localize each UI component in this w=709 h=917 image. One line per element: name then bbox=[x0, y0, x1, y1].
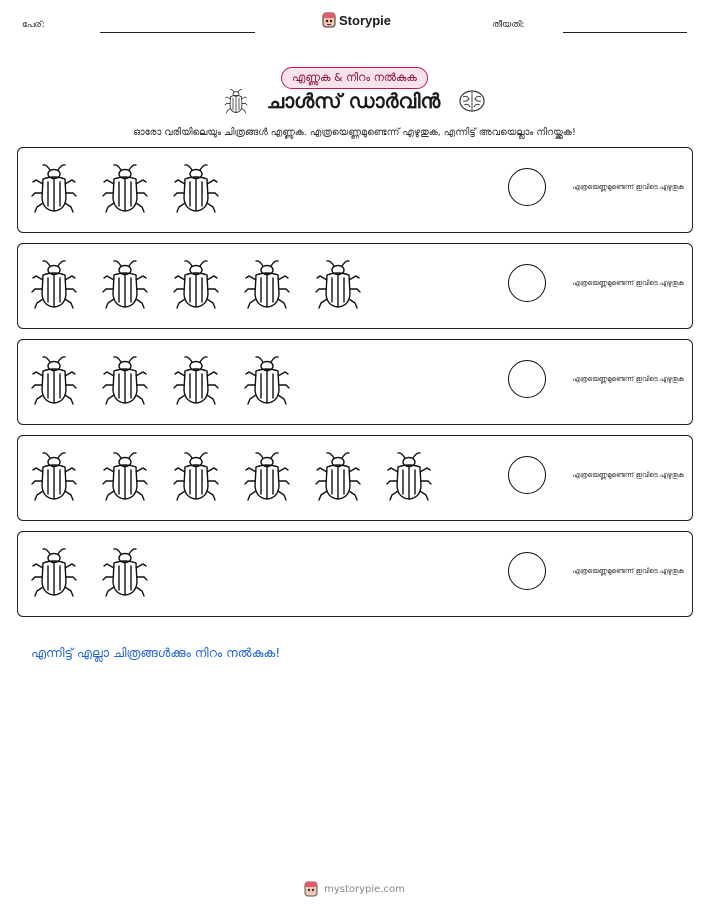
count-row bbox=[17, 531, 693, 617]
name-label: പേര്: bbox=[22, 20, 45, 30]
write-count-prompt: എത്രയെണ്ണമുണ്ടെന്ന് ഇവിടെ എഴുതുക bbox=[572, 567, 684, 575]
site-footer bbox=[0, 881, 709, 897]
name-write-line[interactable] bbox=[100, 32, 255, 33]
beetle-icon[interactable] bbox=[101, 354, 149, 406]
beetle-icon[interactable] bbox=[243, 258, 291, 310]
storypie-mascot-icon bbox=[304, 881, 318, 897]
beetle-icon[interactable] bbox=[30, 450, 78, 502]
beetle-group bbox=[30, 258, 362, 310]
beetle-icon bbox=[223, 88, 249, 114]
answer-circle[interactable] bbox=[508, 168, 546, 206]
worksheet-title: ചാൾസ് ഡാർവിൻ bbox=[266, 89, 441, 113]
brand-name: Storypie bbox=[339, 12, 392, 28]
write-count-prompt: എത്രയെണ്ണമുണ്ടെന്ന് ഇവിടെ എഴുതുക bbox=[572, 471, 684, 479]
color-instruction: എന്നിട്ട് എല്ലാ ചിത്രങ്ങൾക്കും നിറം നൽകുക! bbox=[31, 645, 281, 660]
beetle-icon[interactable] bbox=[101, 450, 149, 502]
date-label: തീയതി: bbox=[492, 20, 525, 30]
beetle-icon[interactable] bbox=[172, 354, 220, 406]
title-row bbox=[0, 88, 709, 114]
storypie-mascot-icon bbox=[322, 12, 336, 28]
beetle-icon[interactable] bbox=[30, 162, 78, 214]
beetle-icon[interactable] bbox=[30, 354, 78, 406]
instruction-text: ഓരോ വരിയിലെയും ചിത്രങ്ങൾ എണ്ണുക. എത്രയെണ്ണമുണ്ടെന്ന് എഴുതുക, എന്നിട്ട് അവയെല്ലാം നിറയ്ക്കുക! bbox=[133, 127, 576, 138]
beetle-icon[interactable] bbox=[101, 546, 149, 598]
date-write-line[interactable] bbox=[563, 32, 687, 33]
count-row bbox=[17, 147, 693, 233]
answer-circle[interactable] bbox=[508, 456, 546, 494]
answer-circle[interactable] bbox=[508, 264, 546, 302]
site-url: mystorypie.com bbox=[324, 883, 405, 895]
answer-circle[interactable] bbox=[508, 360, 546, 398]
worksheet-header bbox=[22, 12, 687, 38]
beetle-group bbox=[30, 450, 433, 502]
beetle-group bbox=[30, 546, 149, 598]
beetle-icon[interactable] bbox=[172, 162, 220, 214]
beetle-icon[interactable] bbox=[385, 450, 433, 502]
write-count-prompt: എത്രയെണ്ണമുണ്ടെന്ന് ഇവിടെ എഴുതുക bbox=[572, 375, 684, 383]
beetle-icon[interactable] bbox=[101, 162, 149, 214]
beetle-icon[interactable] bbox=[243, 354, 291, 406]
beetle-icon[interactable] bbox=[314, 258, 362, 310]
brain-icon bbox=[458, 89, 486, 113]
answer-circle[interactable] bbox=[508, 552, 546, 590]
count-row bbox=[17, 339, 693, 425]
activity-badge-wrap bbox=[0, 66, 709, 89]
brand-logo bbox=[322, 12, 391, 28]
beetle-group bbox=[30, 354, 291, 406]
activity-badge: എണ്ണുക & നിറം നൽകുക bbox=[281, 67, 428, 89]
counting-rows bbox=[17, 147, 693, 627]
beetle-icon[interactable] bbox=[314, 450, 362, 502]
write-count-prompt: എത്രയെണ്ണമുണ്ടെന്ന് ഇവിടെ എഴുതുക bbox=[572, 183, 684, 191]
count-row bbox=[17, 243, 693, 329]
beetle-icon[interactable] bbox=[30, 546, 78, 598]
beetle-icon[interactable] bbox=[172, 258, 220, 310]
beetle-icon[interactable] bbox=[30, 258, 78, 310]
count-row bbox=[17, 435, 693, 521]
beetle-icon[interactable] bbox=[101, 258, 149, 310]
beetle-icon[interactable] bbox=[243, 450, 291, 502]
beetle-icon[interactable] bbox=[172, 450, 220, 502]
beetle-group bbox=[30, 162, 220, 214]
write-count-prompt: എത്രയെണ്ണമുണ്ടെന്ന് ഇവിടെ എഴുതുക bbox=[572, 279, 684, 287]
